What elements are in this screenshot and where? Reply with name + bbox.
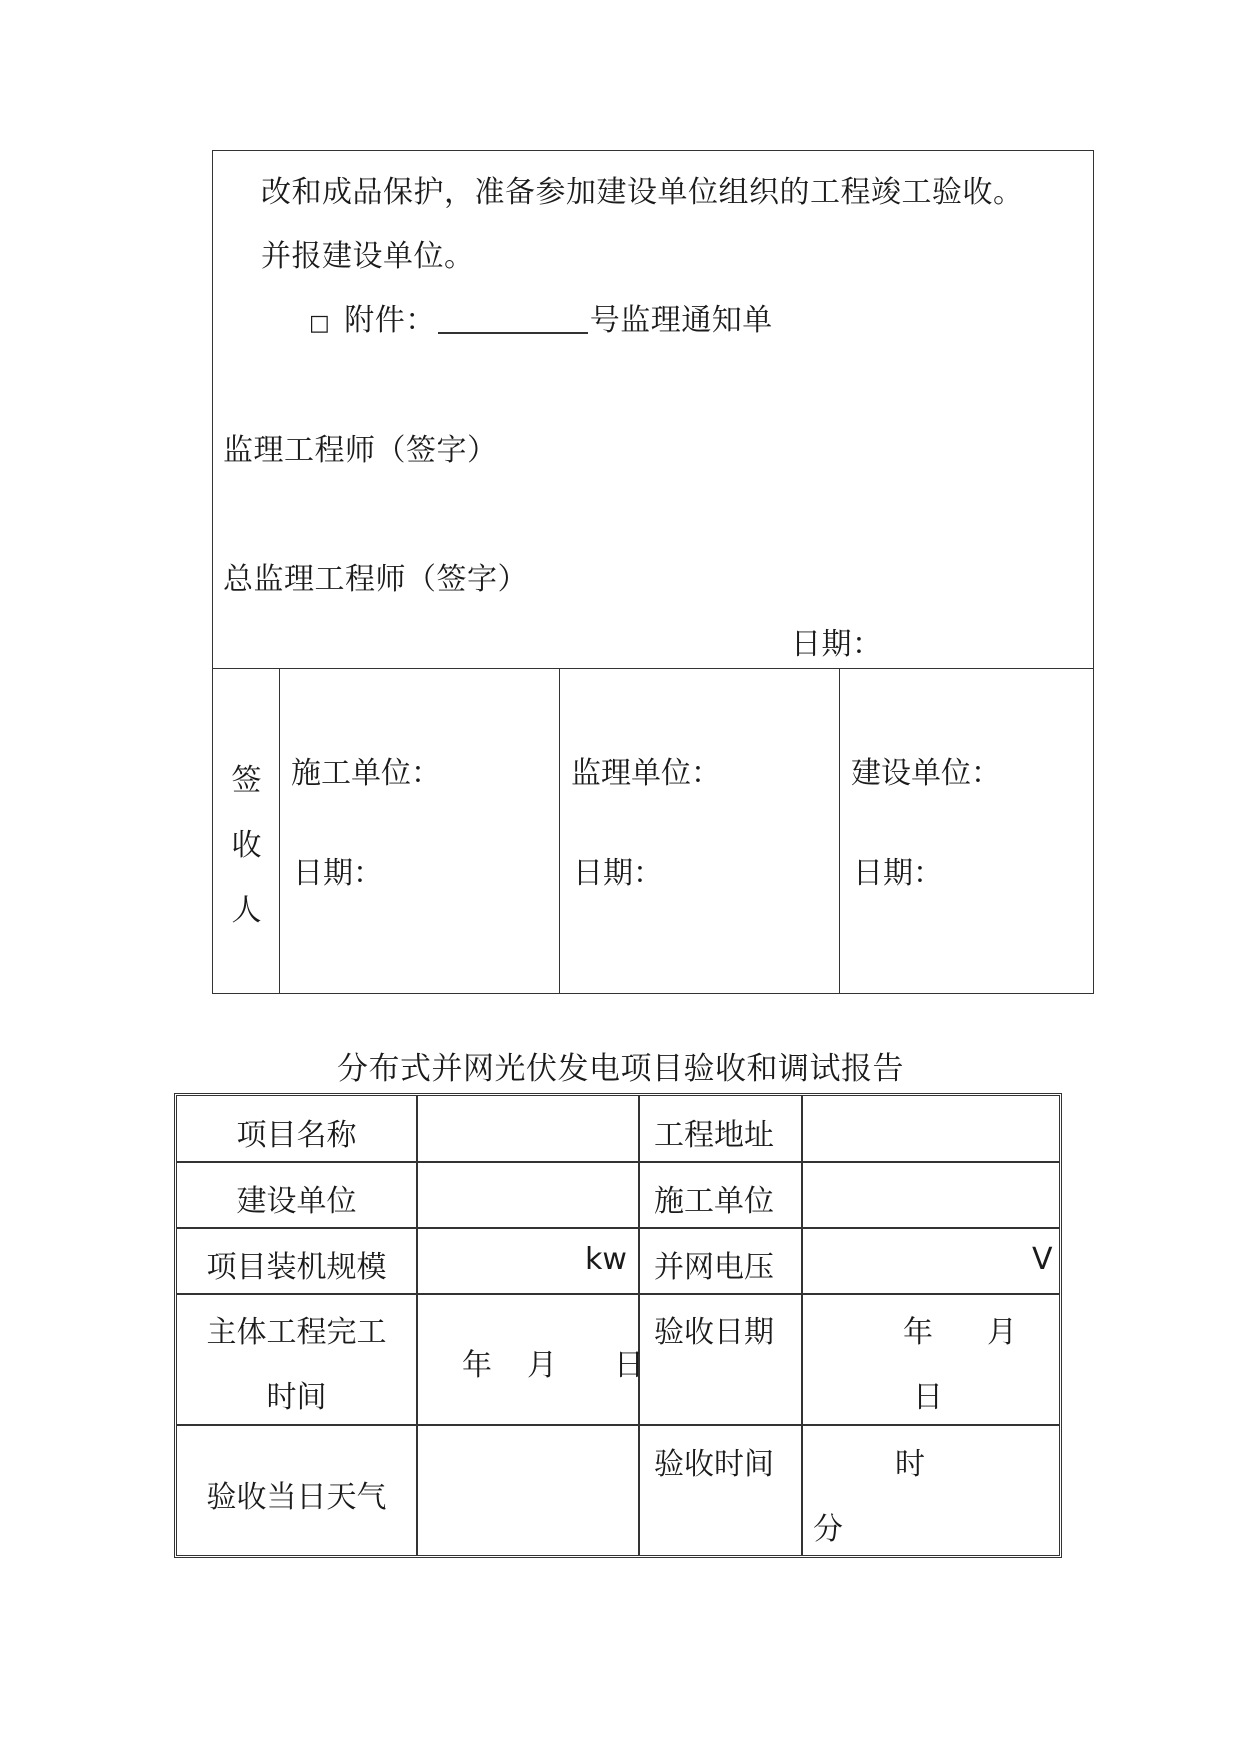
acceptance-date-label: 验收日期 bbox=[654, 1315, 774, 1350]
sign-divider-3 bbox=[839, 668, 840, 993]
report-table bbox=[174, 1093, 1062, 1558]
attachment-line bbox=[309, 295, 773, 339]
acceptance-time-hour: 时 bbox=[895, 1447, 925, 1482]
acceptance-time-minute: 分 bbox=[813, 1512, 843, 1547]
signer-label-char-1: 签 bbox=[231, 763, 262, 798]
sign-divider-2 bbox=[559, 668, 560, 993]
acceptance-date-day: 日 bbox=[913, 1380, 943, 1415]
completion-time-label-line-1: 主体工程完工 bbox=[206, 1315, 387, 1350]
capacity-label: 项目装机规模 bbox=[206, 1250, 387, 1285]
signer-label-char-2: 收 bbox=[231, 828, 262, 863]
report-divider-v3 bbox=[801, 1096, 803, 1555]
completion-date-month: 月 bbox=[527, 1348, 557, 1383]
weather-label: 验收当日天气 bbox=[206, 1480, 387, 1515]
attachment-label: 附件： bbox=[344, 303, 436, 338]
construction-unit-sign-label: 施工单位： bbox=[291, 756, 441, 791]
signer-label bbox=[213, 748, 280, 943]
report-divider-h2 bbox=[177, 1227, 1059, 1229]
report-divider-h3 bbox=[177, 1293, 1059, 1295]
attachment-suffix: 号监理通知单 bbox=[589, 303, 773, 338]
notice-date-label: 日期： bbox=[791, 627, 883, 662]
owner-unit-sign-label: 建设单位： bbox=[851, 756, 1001, 791]
report-divider-v2 bbox=[638, 1096, 640, 1555]
owner-unit-label: 建设单位 bbox=[236, 1184, 357, 1219]
supervisor-signature-label: 监理工程师（签字） bbox=[223, 433, 498, 468]
report-divider-v1 bbox=[416, 1096, 418, 1555]
acceptance-date-year: 年 bbox=[903, 1315, 933, 1350]
notice-line-2: 并报建设单位。 bbox=[261, 239, 475, 274]
report-divider-h1 bbox=[177, 1161, 1059, 1163]
attachment-checkbox[interactable]: □ bbox=[309, 311, 331, 336]
notice-box bbox=[212, 150, 1094, 669]
capacity-unit: kw bbox=[585, 1242, 627, 1277]
attachment-number-blank[interactable] bbox=[438, 302, 588, 334]
completion-time-label-line-2: 时间 bbox=[266, 1380, 327, 1415]
supervision-unit-date-label: 日期： bbox=[573, 856, 663, 891]
signer-label-char-3: 人 bbox=[231, 893, 262, 928]
chief-supervisor-signature-label: 总监理工程师（签字） bbox=[223, 562, 528, 597]
sign-table bbox=[212, 668, 1094, 994]
completion-date-day: 日 bbox=[614, 1348, 644, 1383]
report-divider-h4 bbox=[177, 1424, 1059, 1426]
project-address-label: 工程地址 bbox=[654, 1118, 774, 1153]
grid-voltage-label: 并网电压 bbox=[654, 1250, 774, 1285]
voltage-unit: V bbox=[1032, 1242, 1053, 1277]
completion-date-year: 年 bbox=[462, 1348, 492, 1383]
construction-unit-date-label: 日期： bbox=[293, 856, 383, 891]
acceptance-date-month: 月 bbox=[987, 1315, 1017, 1350]
owner-unit-date-label: 日期： bbox=[853, 856, 943, 891]
report-title: 分布式并网光伏发电项目验收和调试报告 bbox=[337, 1051, 904, 1087]
project-name-label: 项目名称 bbox=[236, 1118, 357, 1153]
acceptance-time-label: 验收时间 bbox=[654, 1447, 774, 1482]
supervision-unit-sign-label: 监理单位： bbox=[571, 756, 721, 791]
construction-unit-label: 施工单位 bbox=[654, 1184, 774, 1219]
notice-line-1: 改和成品保护，准备参加建设单位组织的工程竣工验收。 bbox=[261, 175, 1024, 210]
